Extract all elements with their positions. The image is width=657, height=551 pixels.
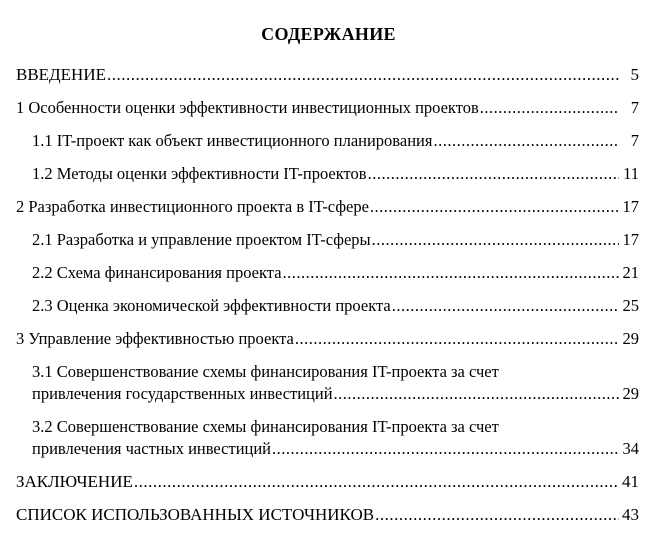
toc-dot-leader bbox=[107, 64, 619, 86]
toc-dot-leader bbox=[368, 163, 619, 185]
toc-entry-section-3-1 bbox=[16, 361, 639, 405]
toc-dot-leader bbox=[372, 229, 619, 251]
toc-entry-text-line-2: привлечения частных инвестиций bbox=[32, 439, 272, 458]
toc-entry-chapter-1 bbox=[16, 97, 639, 119]
toc-page-number: 17 bbox=[622, 230, 639, 249]
toc-page-number: 7 bbox=[630, 131, 639, 150]
toc-dot-leader bbox=[272, 438, 619, 460]
toc-dot-leader bbox=[480, 97, 619, 119]
toc-dot-leader bbox=[283, 262, 619, 284]
toc-entry-text-line-1: 3.2 Совершенствование схемы финансирования IT-проекта за счет bbox=[32, 417, 499, 436]
toc-entry-text-line-1: 3.1 Совершенствование схемы финансирования IT-проекта за счет bbox=[32, 362, 499, 381]
toc-page-number: 21 bbox=[622, 263, 639, 282]
toc-entry-text: 2.1 Разработка и управление проектом IT-сферы bbox=[32, 230, 371, 249]
toc-dot-leader bbox=[295, 328, 619, 350]
table-of-contents bbox=[16, 64, 639, 526]
toc-page-number: 5 bbox=[630, 65, 639, 84]
toc-entry-text: 1.2 Методы оценки эффективности IT-проектов bbox=[32, 164, 367, 183]
toc-entry-section-2-1 bbox=[16, 229, 639, 251]
toc-page-number: 43 bbox=[622, 505, 639, 524]
toc-entry-references bbox=[16, 504, 639, 526]
toc-entry-chapter-2 bbox=[16, 196, 639, 218]
toc-entry-text: 2.2 Схема финансирования проекта bbox=[32, 263, 282, 282]
toc-entry-section-1-1 bbox=[16, 130, 639, 152]
toc-entry-line-2 bbox=[32, 438, 639, 460]
page-title: СОДЕРЖАНИЕ bbox=[261, 24, 396, 44]
toc-entry-chapter-3 bbox=[16, 328, 639, 350]
toc-entry-text: ЗАКЛЮЧЕНИЕ bbox=[16, 472, 133, 491]
toc-page-number: 11 bbox=[623, 164, 639, 183]
toc-entry-text: 1.1 IT-проект как объект инвестиционного планирования bbox=[32, 131, 433, 150]
toc-dot-leader bbox=[370, 196, 619, 218]
toc-entry-section-3-2 bbox=[16, 416, 639, 460]
toc-page-number: 25 bbox=[622, 296, 639, 315]
toc-entry-conclusion bbox=[16, 471, 639, 493]
toc-entry-text: 2.3 Оценка экономической эффективности проекта bbox=[32, 296, 391, 315]
toc-page-number: 7 bbox=[630, 98, 639, 117]
toc-entry-text: 2 Разработка инвестиционного проекта в IT-сфере bbox=[16, 197, 369, 216]
toc-entry-section-2-2 bbox=[16, 262, 639, 284]
toc-entry-text-line-2: привлечения государственных инвестиций bbox=[32, 384, 333, 403]
toc-page-number: 34 bbox=[622, 439, 639, 458]
toc-entry-line-2 bbox=[32, 383, 639, 405]
toc-page-number: 17 bbox=[622, 197, 639, 216]
toc-entry-text: ВВЕДЕНИЕ bbox=[16, 65, 106, 84]
toc-entry-introduction bbox=[16, 64, 639, 86]
toc-entry-text: СПИСОК ИСПОЛЬЗОВАННЫХ ИСТОЧНИКОВ bbox=[16, 505, 375, 524]
toc-page-number: 29 bbox=[622, 384, 639, 403]
toc-page-number: 41 bbox=[622, 472, 639, 491]
toc-dot-leader bbox=[334, 383, 619, 405]
toc-dot-leader bbox=[134, 471, 619, 493]
toc-entry-text: 3 Управление эффективностью проекта bbox=[16, 329, 294, 348]
toc-dot-leader bbox=[392, 295, 619, 317]
toc-page-number: 29 bbox=[622, 329, 639, 348]
toc-entry-section-2-3 bbox=[16, 295, 639, 317]
toc-entry-text: 1 Особенности оценки эффективности инвестиционных проектов bbox=[16, 98, 479, 117]
toc-dot-leader bbox=[375, 504, 619, 526]
toc-entry-section-1-2 bbox=[16, 163, 639, 185]
toc-dot-leader bbox=[433, 130, 619, 152]
